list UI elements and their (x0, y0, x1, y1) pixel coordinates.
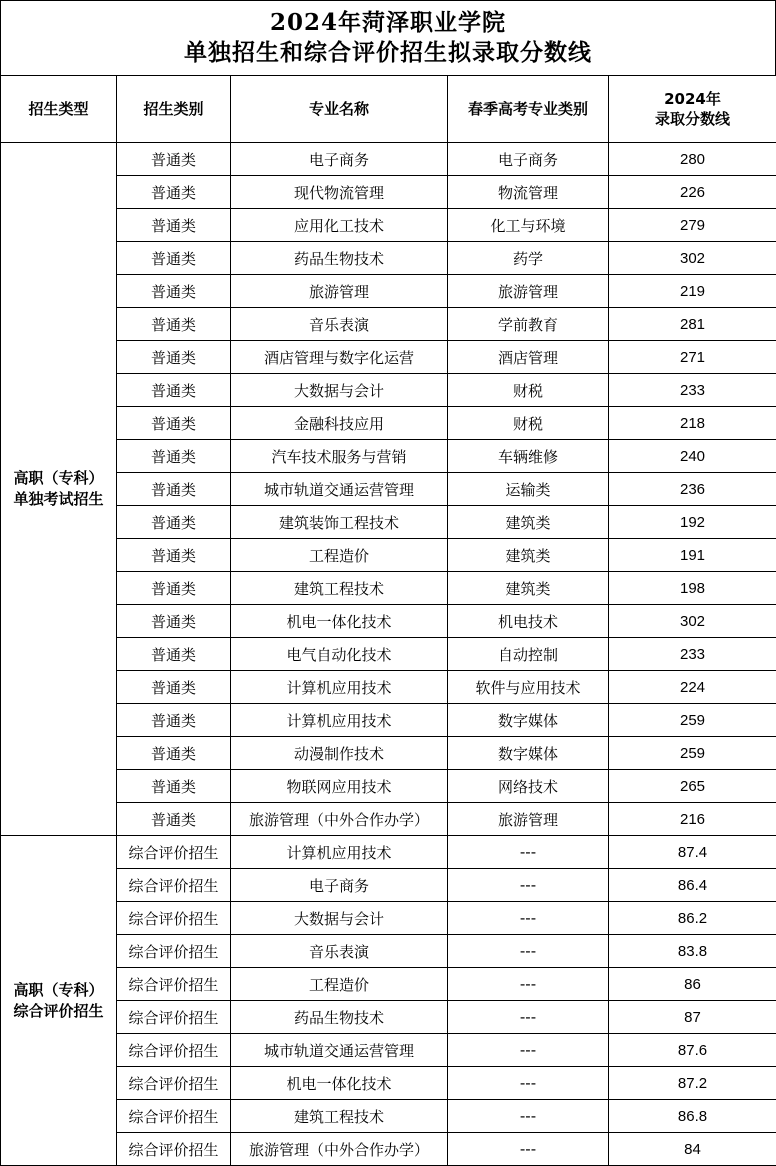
major-cell: 计算机应用技术 (231, 704, 448, 737)
major-cell: 机电一体化技术 (231, 1067, 448, 1100)
spring-category-cell: --- (448, 836, 609, 869)
score-cell: 259 (609, 704, 776, 737)
header-major: 专业名称 (231, 76, 448, 143)
table-row (1, 1133, 776, 1166)
score-cell: 281 (609, 308, 776, 341)
table-header-row (1, 76, 776, 143)
table-row (1, 308, 776, 341)
table-row (1, 209, 776, 242)
spring-category-cell: 财税 (448, 374, 609, 407)
table-row (1, 473, 776, 506)
score-cell: 86.4 (609, 869, 776, 902)
major-cell: 电气自动化技术 (231, 638, 448, 671)
major-cell: 药品生物技术 (231, 1001, 448, 1034)
major-cell: 音乐表演 (231, 935, 448, 968)
major-cell: 现代物流管理 (231, 176, 448, 209)
table-row (1, 407, 776, 440)
spring-category-cell: 网络技术 (448, 770, 609, 803)
table-row (1, 143, 776, 176)
major-cell: 电子商务 (231, 869, 448, 902)
score-cell: 233 (609, 374, 776, 407)
table-row (1, 341, 776, 374)
major-cell: 应用化工技术 (231, 209, 448, 242)
spring-category-cell: 建筑类 (448, 506, 609, 539)
category-cell: 普通类 (117, 737, 231, 770)
score-cell: 236 (609, 473, 776, 506)
category-cell: 普通类 (117, 638, 231, 671)
major-cell: 城市轨道交通运营管理 (231, 473, 448, 506)
major-cell: 酒店管理与数字化运营 (231, 341, 448, 374)
category-cell: 普通类 (117, 572, 231, 605)
category-cell: 综合评价招生 (117, 935, 231, 968)
category-cell: 普通类 (117, 440, 231, 473)
spring-category-cell: 药学 (448, 242, 609, 275)
major-cell: 建筑装饰工程技术 (231, 506, 448, 539)
major-cell: 工程造价 (231, 539, 448, 572)
spring-category-cell: 数字媒体 (448, 704, 609, 737)
category-cell: 普通类 (117, 209, 231, 242)
score-cell: 302 (609, 242, 776, 275)
spring-category-cell: 建筑类 (448, 572, 609, 605)
spring-category-cell: 数字媒体 (448, 737, 609, 770)
category-cell: 普通类 (117, 308, 231, 341)
category-cell: 综合评价招生 (117, 869, 231, 902)
category-cell: 综合评价招生 (117, 1001, 231, 1034)
score-cell: 86.2 (609, 902, 776, 935)
category-cell: 综合评价招生 (117, 836, 231, 869)
table-row (1, 803, 776, 836)
major-cell: 金融科技应用 (231, 407, 448, 440)
title-line-1: 2024年菏泽职业学院 (270, 8, 506, 38)
major-cell: 工程造价 (231, 968, 448, 1001)
major-cell: 旅游管理 (231, 275, 448, 308)
category-cell: 普通类 (117, 341, 231, 374)
table-row (1, 935, 776, 968)
header-score (609, 76, 776, 143)
table-row (1, 176, 776, 209)
category-cell: 普通类 (117, 242, 231, 275)
category-cell: 普通类 (117, 407, 231, 440)
score-cell: 240 (609, 440, 776, 473)
score-cell: 271 (609, 341, 776, 374)
score-cell: 87.4 (609, 836, 776, 869)
header-category: 招生类别 (117, 76, 231, 143)
table-row (1, 506, 776, 539)
major-cell: 计算机应用技术 (231, 836, 448, 869)
category-cell: 普通类 (117, 473, 231, 506)
score-cell: 259 (609, 737, 776, 770)
score-cell: 87.6 (609, 1034, 776, 1067)
table-row (1, 275, 776, 308)
category-cell: 综合评价招生 (117, 968, 231, 1001)
spring-category-cell: 机电技术 (448, 605, 609, 638)
category-cell: 普通类 (117, 770, 231, 803)
spring-category-cell: --- (448, 1100, 609, 1133)
major-cell: 大数据与会计 (231, 902, 448, 935)
major-cell: 药品生物技术 (231, 242, 448, 275)
major-cell: 城市轨道交通运营管理 (231, 1034, 448, 1067)
table-body (1, 143, 776, 1166)
category-cell: 普通类 (117, 176, 231, 209)
table-row (1, 902, 776, 935)
score-cell: 86 (609, 968, 776, 1001)
major-cell: 旅游管理（中外合作办学） (231, 1133, 448, 1166)
table-row (1, 671, 776, 704)
major-cell: 计算机应用技术 (231, 671, 448, 704)
category-cell: 普通类 (117, 539, 231, 572)
score-cell: 216 (609, 803, 776, 836)
table-row (1, 737, 776, 770)
header-score-label: 录取分数线 (655, 110, 730, 128)
major-cell: 大数据与会计 (231, 374, 448, 407)
table-row (1, 440, 776, 473)
table-row (1, 836, 776, 869)
spring-category-cell: --- (448, 1034, 609, 1067)
score-cell: 218 (609, 407, 776, 440)
score-cell: 191 (609, 539, 776, 572)
spring-category-cell: 电子商务 (448, 143, 609, 176)
category-cell: 综合评价招生 (117, 1034, 231, 1067)
category-cell: 普通类 (117, 506, 231, 539)
spring-category-cell: 旅游管理 (448, 275, 609, 308)
score-cell: 84 (609, 1133, 776, 1166)
table-row (1, 968, 776, 1001)
group-type-cell (1, 836, 117, 1166)
score-cell: 226 (609, 176, 776, 209)
group-type-cell (1, 143, 117, 836)
score-cell: 87 (609, 1001, 776, 1034)
score-cell: 83.8 (609, 935, 776, 968)
score-cell: 86.8 (609, 1100, 776, 1133)
spring-category-cell: 运输类 (448, 473, 609, 506)
spring-category-cell: 车辆维修 (448, 440, 609, 473)
category-cell: 普通类 (117, 605, 231, 638)
group-type-line-1: 高职（专科） (13, 981, 103, 999)
group-type-line-1: 高职（专科） (13, 469, 103, 487)
table-row (1, 704, 776, 737)
score-cell: 224 (609, 671, 776, 704)
score-cell: 219 (609, 275, 776, 308)
score-cell: 192 (609, 506, 776, 539)
major-cell: 电子商务 (231, 143, 448, 176)
category-cell: 普通类 (117, 143, 231, 176)
header-score-year: 2024年 (664, 90, 721, 108)
header-type: 招生类型 (1, 76, 117, 143)
table-row (1, 869, 776, 902)
spring-category-cell: --- (448, 869, 609, 902)
table-row (1, 242, 776, 275)
spring-category-cell: 财税 (448, 407, 609, 440)
major-cell: 动漫制作技术 (231, 737, 448, 770)
major-cell: 旅游管理（中外合作办学） (231, 803, 448, 836)
score-cell: 265 (609, 770, 776, 803)
category-cell: 普通类 (117, 704, 231, 737)
table-row (1, 539, 776, 572)
spring-category-cell: 化工与环境 (448, 209, 609, 242)
score-cell: 280 (609, 143, 776, 176)
category-cell: 普通类 (117, 374, 231, 407)
major-cell: 机电一体化技术 (231, 605, 448, 638)
major-cell: 汽车技术服务与营销 (231, 440, 448, 473)
spring-category-cell: --- (448, 1067, 609, 1100)
spring-category-cell: 旅游管理 (448, 803, 609, 836)
table-row (1, 1067, 776, 1100)
score-table (0, 75, 776, 1166)
table-row (1, 1034, 776, 1067)
category-cell: 综合评价招生 (117, 1100, 231, 1133)
spring-category-cell: 建筑类 (448, 539, 609, 572)
spring-category-cell: --- (448, 935, 609, 968)
score-cell: 302 (609, 605, 776, 638)
table-row (1, 770, 776, 803)
category-cell: 综合评价招生 (117, 1067, 231, 1100)
major-cell: 物联网应用技术 (231, 770, 448, 803)
major-cell: 音乐表演 (231, 308, 448, 341)
table-row (1, 1100, 776, 1133)
category-cell: 普通类 (117, 671, 231, 704)
group-type-line-2: 综合评价招生 (13, 1002, 103, 1020)
major-cell: 建筑工程技术 (231, 1100, 448, 1133)
category-cell: 普通类 (117, 803, 231, 836)
table-row (1, 638, 776, 671)
spring-category-cell: 学前教育 (448, 308, 609, 341)
major-cell: 建筑工程技术 (231, 572, 448, 605)
spring-category-cell: 物流管理 (448, 176, 609, 209)
spring-category-cell: 自动控制 (448, 638, 609, 671)
category-cell: 综合评价招生 (117, 902, 231, 935)
spring-category-cell: --- (448, 902, 609, 935)
title-line-2: 单独招生和综合评价招生拟录取分数线 (184, 38, 592, 68)
score-cell: 279 (609, 209, 776, 242)
spring-category-cell: 酒店管理 (448, 341, 609, 374)
spring-category-cell: --- (448, 968, 609, 1001)
header-spring-category: 春季高考专业类别 (448, 76, 609, 143)
category-cell: 综合评价招生 (117, 1133, 231, 1166)
table-row (1, 1001, 776, 1034)
category-cell: 普通类 (117, 275, 231, 308)
table-row (1, 605, 776, 638)
score-cell: 233 (609, 638, 776, 671)
table-row (1, 374, 776, 407)
group-type-line-2: 单独考试招生 (13, 490, 103, 508)
score-cell: 198 (609, 572, 776, 605)
table-row (1, 572, 776, 605)
title-block (0, 0, 776, 75)
spring-category-cell: --- (448, 1001, 609, 1034)
spring-category-cell: 软件与应用技术 (448, 671, 609, 704)
score-cell: 87.2 (609, 1067, 776, 1100)
spring-category-cell: --- (448, 1133, 609, 1166)
